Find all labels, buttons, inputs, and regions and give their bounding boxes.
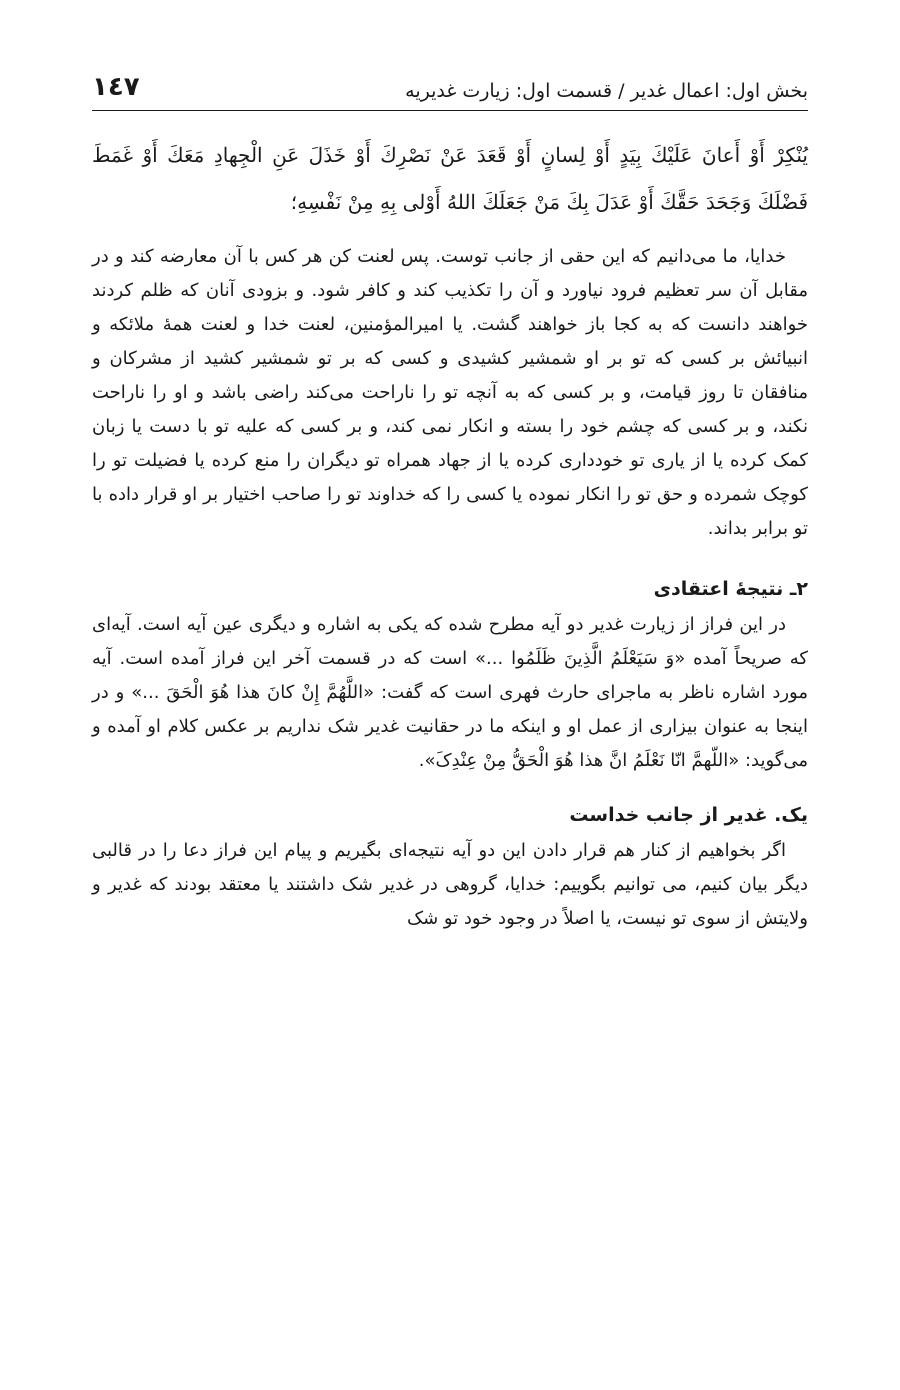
book-page [92, 0, 808, 1390]
ghadir-from-god-paragraph: اگر بخواهیم از کنار هم قرار دادن این دو آیه نتیجه‌ای بگیریم و پیام این فراز دعا را در قالبی دیگر بیان کنیم، می توانیم بگوییم: خدایا، گروهی در غدیر شک داشتند یا معتقد بودند که غدیر و ولایتش از سوی تو نیست، یا اصلاً در وجود خود تو شک [92, 840, 808, 929]
spacer [92, 778, 808, 796]
arabic-quote: يُنْكِرْ أَوْ أَعانَ عَلَيْكَ بِيَدٍ أَوْ لِسانٍ أَوْ قَعَدَ عَنْ نَصْرِكَ أَوْ خَذَلَ عَنِ الْجِهادِ مَعَكَ أَوْ غَمَطَ فَضْلَكَ وَجَحَدَ حَقَّكَ أَوْ عَدَلَ بِكَ مَنْ جَعَلَكَ اللهُ أَوْلى بِهِ مِنْ نَفْسِهِ؛ [92, 143, 808, 214]
section-heading-belief-result: ٢ـ نتیجهٔ اعتقادی [653, 578, 808, 600]
page-content [92, 132, 808, 936]
running-header [92, 70, 808, 111]
spacer [92, 546, 808, 570]
translation-paragraph: خدایا، ما می‌دانیم که این حقی از جانب توست. پس لعنت کن هر کس با آن معارضه کند و در مقابل آن سر تعظیم فرود نیاورد و آن را تکذیب کند و کافر شود. و بزودی آنان که ظلم کردند خواهند دانست که به کجا باز خواهند گشت. یا امیرالمؤمنین، لعنت خدا و لعنت همهٔ ملائکه و انبیائش بر کسی که تو بر او شمشیر کشیدی و کسی که بر تو شمشیر کشید از مشرکان و منافقان تا روز قیامت، و بر کسی که به آنچه تو را ناراحت می‌کند راضی باشد و او را ناراحت نکند، و بر کسی که چشم خود را بسته و انکار نمی کند، و بر کسی که علیه تو با دست یا زبان کمک کرده یا از یاری تو خودداری کرده یا از جهاد همراه تو دیگران را منع کرده یا فضیلت تو را کوچک شمرده و حق تو را انکار نموده یا کسی را که خداوند تو را صاحب اختیار بر او قرار داده با تو برابر بداند. [92, 246, 808, 539]
belief-result-paragraph: در این فراز از زیارت غدیر دو آیه مطرح شده که یکی به اشاره و دیگری عین آیه است. آیه‌ای که صریحاً آمده «وَ سَیَعْلَمُ الَّذِینَ ظَلَمُوا ...» است که در قسمت آخر این فراز آمده است. آیه مورد اشاره ناظر به ماجرای حارث فهری است که گفت: «اللَّهُمَّ إِنْ کانَ هذا هُوَ الْحَقَ ...» و در اینجا به عنوان بیزاری از عمل او و اینکه ما در حقانیت غدیر شک نداریم بر عکس کلام او آمده و می‌گوید: «اللّهمَّ انّا نَعْلَمُ انَّ هذا هُوَ الْحَقُّ مِنْ عِنْدِکَ». [92, 614, 808, 771]
section-heading-ghadir-from-god: یک. غدیر از جانب خداست [569, 804, 808, 826]
running-title: بخش اول: اعمال غدیر / قسمت اول: زیارت غدیریه [405, 80, 808, 102]
page-number: ١٤٧ [92, 72, 140, 102]
